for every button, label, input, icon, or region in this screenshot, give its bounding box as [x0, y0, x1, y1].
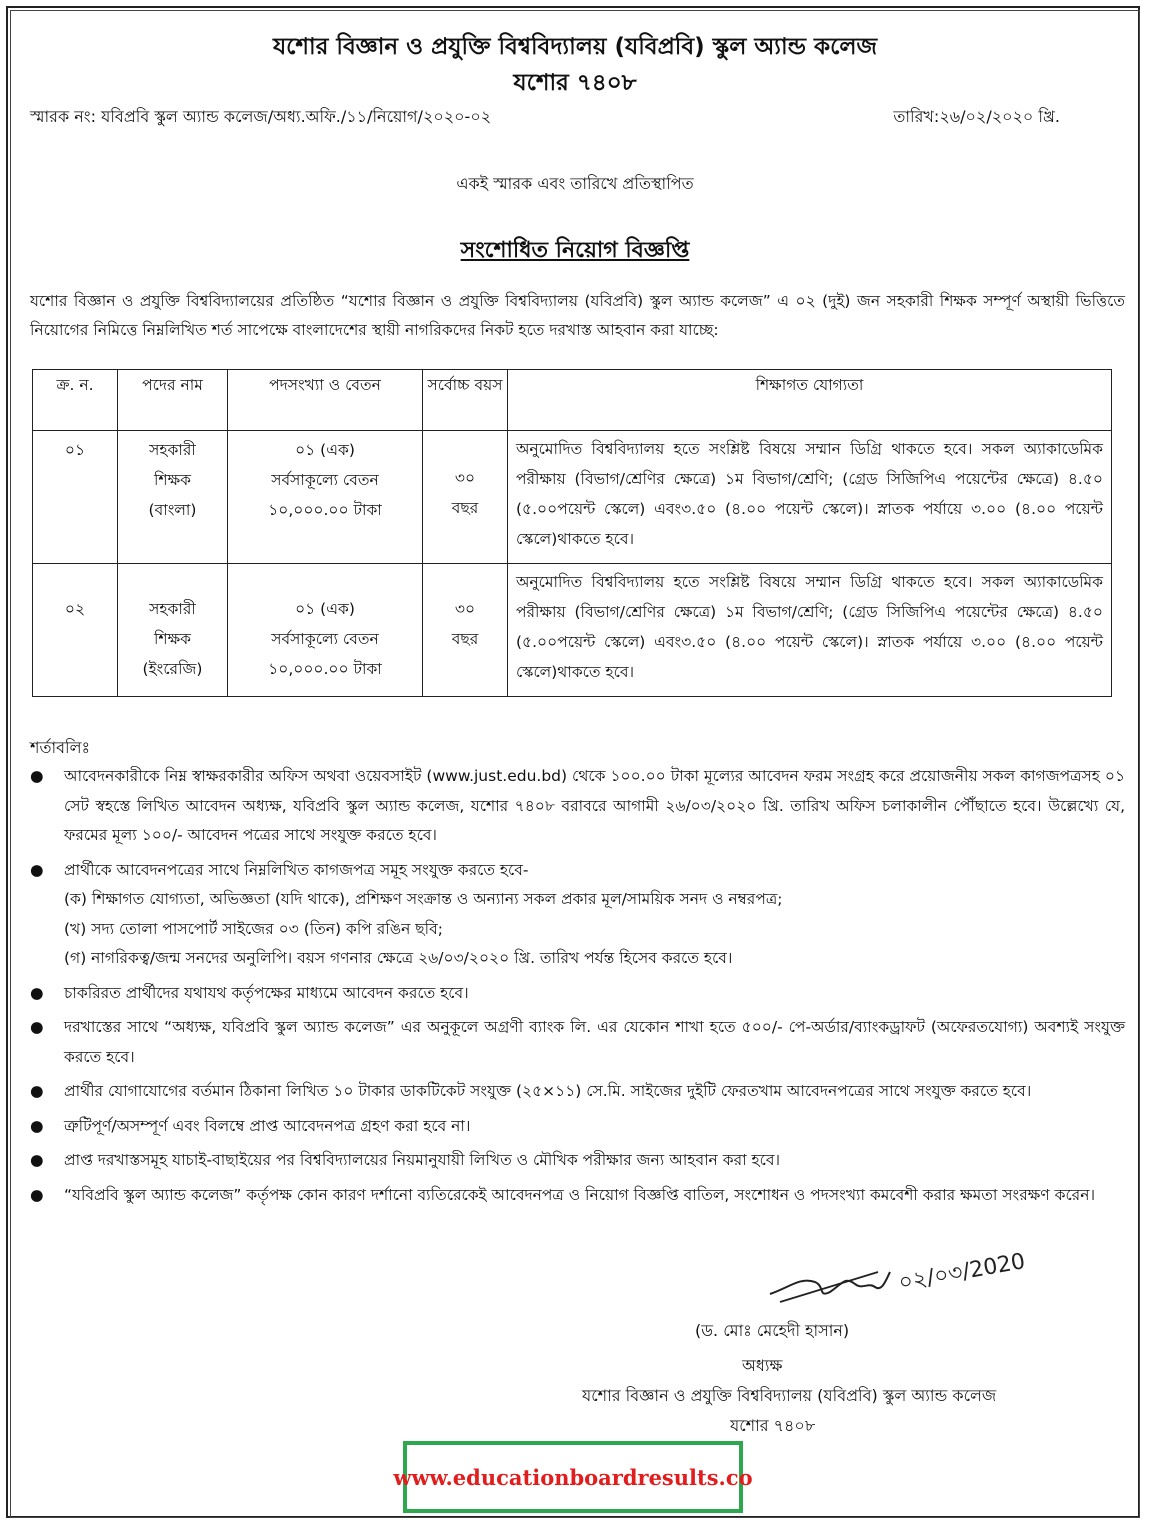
bullet-icon: ●: [30, 1082, 44, 1100]
cell-post: [118, 431, 228, 564]
post-line: (ইংরেজি): [142, 660, 203, 678]
serial-value: ০২: [64, 600, 86, 618]
post-line: শিক্ষক: [153, 471, 191, 489]
cell-qualification: অনুমোদিত বিশ্ববিদ্যালয় হতে সংশ্লিষ্ট বিষয়ে সম্মান ডিগ্রি থাকতে হবে। সকল অ্যাকাডেমিক পরীক্ষায় (বিভাগ/শ্রেণির ক্ষেত্রে) ১ম বিভাগ/শ্রেণি; (গ্রেড সিজিপিএ পয়েন্টের ক্ষেত্রে) ৪.৫০ (৫.০০পয়েন্ট স্কেলে) এবং৩.৫০ (৪.০০ পয়েন্ট স্কেলে)। স্নাতক পর্যায়ে ৩.০০ (৪.০০ পয়েন্ট স্কেলে)থাকতে হবে।: [508, 431, 1112, 564]
col-header-post: পদের নাম: [118, 370, 228, 431]
sub-item: (ক) শিক্ষাগত যোগ্যতা, অভিজ্ঞতা (যদি থাকে), প্রশিক্ষণ সংক্রান্ত ও অন্যান্য সকল প্রকার মূল/সাময়িক সনদ ও নম্বরপত্র;: [64, 890, 783, 908]
age-value: ৩০: [454, 469, 476, 487]
notice-date: তারিখ:২৬/০২/২০২০ খ্রি.: [893, 107, 1060, 126]
handwritten-signature: [760, 1232, 1030, 1322]
cell-qualification: অনুমোদিত বিশ্ববিদ্যালয় হতে সংশ্লিষ্ট বিষয়ে সম্মান ডিগ্রি থাকতে হবে। সকল অ্যাকাডেমিক পরীক্ষায় (বিভাগ/শ্রেণির ক্ষেত্রে) ১ম বিভাগ/শ্রেণি; (গ্রেড সিজিপিএ পয়েন্টের ক্ষেত্রে) ৪.৫০ (৫.০০পয়েন্ট স্কেলে) এবং৩.৫০ (৪.০০ পয়েন্ট স্কেলে)। স্নাতক পর্যায়ে ৩.০০ (৪.০০ পয়েন্ট স্কেলে)থাকতে হবে।: [508, 564, 1112, 697]
signatory-name: (ড. মোঃ মেহেদী হাসান): [695, 1321, 850, 1340]
cell-serial: [33, 431, 118, 564]
watermark-text: www.educationboardresults.co: [393, 1464, 753, 1490]
age-unit: বছর: [451, 630, 479, 648]
cell-age: [423, 564, 508, 697]
age-value: ৩০: [454, 600, 476, 618]
table-header-row: [33, 370, 1112, 431]
term-text: প্রার্থীকে আবেদনপত্রের সাথে নিম্নলিখিত কাগজপত্র সমূহ সংযুক্ত করতে হবে-: [64, 860, 529, 879]
list-item: [30, 1013, 1125, 1072]
memo-number: স্মারক নং: যবিপ্রবি স্কুল অ্যান্ড কলেজ/অধ্য.অফি./১১/নিয়োগ/২০২০-০২: [30, 107, 492, 126]
signatory-role: অধ্যক্ষ: [742, 1356, 783, 1375]
cell-count-salary: [228, 431, 423, 564]
age-unit: বছর: [451, 499, 479, 517]
intro-paragraph: যশোর বিজ্ঞান ও প্রযুক্তি বিশ্ববিদ্যালয়ের প্রতিষ্ঠিত “যশোর বিজ্ঞান ও প্রযুক্তি বিশ্ববিদ্যালয় (যবিপ্রবি) স্কুল অ্যান্ড কলেজ” এ ০২ (দুই) জন সহকারী শিক্ষক সম্পূর্ণ অস্থায়ী ভিত্তিতে নিয়োগের নিমিত্তে নিম্নলিখিত শর্ত সাপেক্ষে বাংলাদেশের স্থায়ী নাগরিকদের নিকট হতে দরখাস্ত আহবান করা যাচ্ছে:: [30, 292, 1125, 339]
bullet-icon: ●: [30, 767, 44, 785]
bullet-icon: ●: [30, 1018, 44, 1036]
post-line: সহকারী: [149, 441, 196, 459]
list-item: [30, 856, 1125, 974]
sub-item: (গ) নাগরিকত্ব/জন্ম সনদের অনুলিপি। বয়স গণনার ক্ষেত্রে ২৬/০৩/২০২০ খ্রি. তারিখ পর্যন্ত হিসেব করতে হবে।: [64, 949, 733, 967]
term-text: চাকরিরত প্রার্থীদের যথাযথ কর্তৃপক্ষের মাধ্যমে আবেদন করতে হবে।: [64, 983, 469, 1002]
salary-value: ১০,০০০.০০ টাকা: [268, 660, 382, 678]
watermark-banner: [393, 1441, 753, 1513]
institution-title: যশোর বিজ্ঞান ও প্রযুক্তি বিশ্ববিদ্যালয় (যবিপ্রবি) স্কুল অ্যান্ড কলেজ: [272, 34, 878, 60]
superseded-note: একই স্মারক এবং তারিখে প্রতিস্থাপিত: [456, 174, 694, 193]
cell-serial: [33, 564, 118, 697]
bullet-icon: ●: [30, 1116, 44, 1135]
signature-date: ০২/০৩/2020: [896, 1249, 1028, 1296]
count-line: ০১ (এক): [295, 600, 355, 618]
post-line: (বাংলা): [148, 501, 197, 519]
salary-label: সর্বসাকূল্যে বেতন: [271, 471, 379, 489]
salary-value: ১০,০০০.০০ টাকা: [268, 501, 382, 519]
col-header-qualification: শিক্ষাগত যোগ্যতা: [508, 370, 1112, 431]
cell-post: [118, 564, 228, 697]
salary-label: সর্বসাকূল্যে বেতন: [271, 630, 379, 648]
post-line: শিক্ষক: [153, 630, 191, 648]
term-text: দরখাস্তের সাথে “অধ্যক্ষ, যবিপ্রবি স্কুল অ্যান্ড কলেজ” এর অনুকূলে অগ্রণী ব্যাংক লি. এর যেকোন শাখা হতে ৫০০/- পে-অর্ডার/ব্যাংকড্রাফট (অফেরতযোগ্য) অবশ্যই সংযুক্ত করতে হবে।: [64, 1018, 1125, 1066]
signatory-institution: যশোর বিজ্ঞান ও প্রযুক্তি বিশ্ববিদ্যালয় (যবিপ্রবি) স্কুল অ্যান্ড কলেজ: [582, 1386, 997, 1405]
bullet-icon: ●: [30, 1151, 44, 1169]
col-header-age: সর্বোচ্চ বয়স: [423, 370, 508, 431]
list-item: [30, 1181, 1125, 1211]
terms-list: [30, 762, 1125, 1215]
list-item: [30, 1112, 1125, 1142]
posts-table: [32, 369, 1112, 697]
col-header-serial: ক্র. ন.: [33, 370, 118, 431]
list-item: [30, 1146, 1125, 1176]
notice-heading: [0, 233, 1150, 270]
sub-item: (খ) সদ্য তোলা পাসপোর্ট সাইজের ০৩ (তিন) কপি রঙিন ছবি;: [64, 919, 443, 938]
list-item: [30, 979, 1125, 1009]
list-item: [30, 1077, 1125, 1107]
cell-age: [423, 431, 508, 564]
col-header-count-salary: পদসংখ্যা ও বেতন: [228, 370, 423, 431]
list-item: [30, 762, 1125, 851]
count-line: ০১ (এক): [295, 441, 355, 459]
term-text: “যবিপ্রবি স্কুল অ্যান্ড কলেজ” কর্তৃপক্ষ কোন কারণ দর্শানো ব্যতিরেকেই আবেদনপত্র ও নিয়োগ বিজ্ঞপ্তি বাতিল, সংশোধন ও পদসংখ্যা কমবেশী করার ক্ষমতা সংরক্ষণ করেন।: [64, 1185, 1095, 1204]
cell-count-salary: [228, 564, 423, 697]
post-line: সহকারী: [149, 600, 196, 618]
term-text: প্রার্থীর যোগাযোগের বর্তমান ঠিকানা লিখিত ১০ টাকার ডাকটিকেট সংযুক্ত (২৫×১১) সে.মি. সাইজের দুইটি ফেরতখাম আবেদনপত্রের সাথে সংযুক্ত করতে হবে।: [64, 1082, 1032, 1100]
serial-value: ০১: [64, 441, 86, 459]
terms-title: শর্তাবলিঃ: [30, 738, 91, 757]
table-row: [33, 431, 1112, 564]
bullet-icon: ●: [30, 1185, 44, 1204]
notice-heading-text: সংশোধিত নিয়োগ বিজ্ঞপ্তি: [460, 238, 690, 263]
signatory-city: যশোর ৭৪০৮: [730, 1416, 816, 1435]
term-text: আবেদনকারীকে নিম্ন স্বাক্ষরকারীর অফিস অথবা ওয়েবসাইট (www.just.edu.bd) থেকে ১০০.০০ টাকা মূল্যের আবেদন ফরম সংগ্রহ করে প্রয়োজনীয় সকল কাগজপত্রসহ ০১ সেট স্বহস্তে লিখিত আবেদন অধ্যক্ষ, যবিপ্রবি স্কুল অ্যান্ড কলেজ, যশোর ৭৪০৮ বরাবরে আগামী ২৬/০৩/২০২০ খ্রি. তারিখ অফিস চলাকালীন পৌঁছাতে হবে। উল্লেখ্যে যে, ফরমের মূল্য ১০০/- আবেদন পত্রের সাথে সংযুক্ত করতে হবে।: [64, 767, 1125, 844]
term-text: ত্রুটিপূর্ণ/অসম্পূর্ণ এবং বিলম্বে প্রাপ্ত আবেদনপত্র গ্রহণ করা হবে না।: [64, 1116, 471, 1135]
table-row: [33, 564, 1112, 697]
term-text: প্রাপ্ত দরখাস্তসমূহ যাচাই-বাছাইয়ের পর বিশ্ববিদ্যালয়ের নিয়মানুযায়ী লিখিত ও মৌখিক পরীক্ষার জন্য আহবান করা হবে।: [64, 1151, 781, 1169]
bullet-icon: ●: [30, 860, 44, 879]
institution-city: যশোর ৭৪০৮: [513, 70, 637, 96]
bullet-icon: ●: [30, 983, 44, 1002]
